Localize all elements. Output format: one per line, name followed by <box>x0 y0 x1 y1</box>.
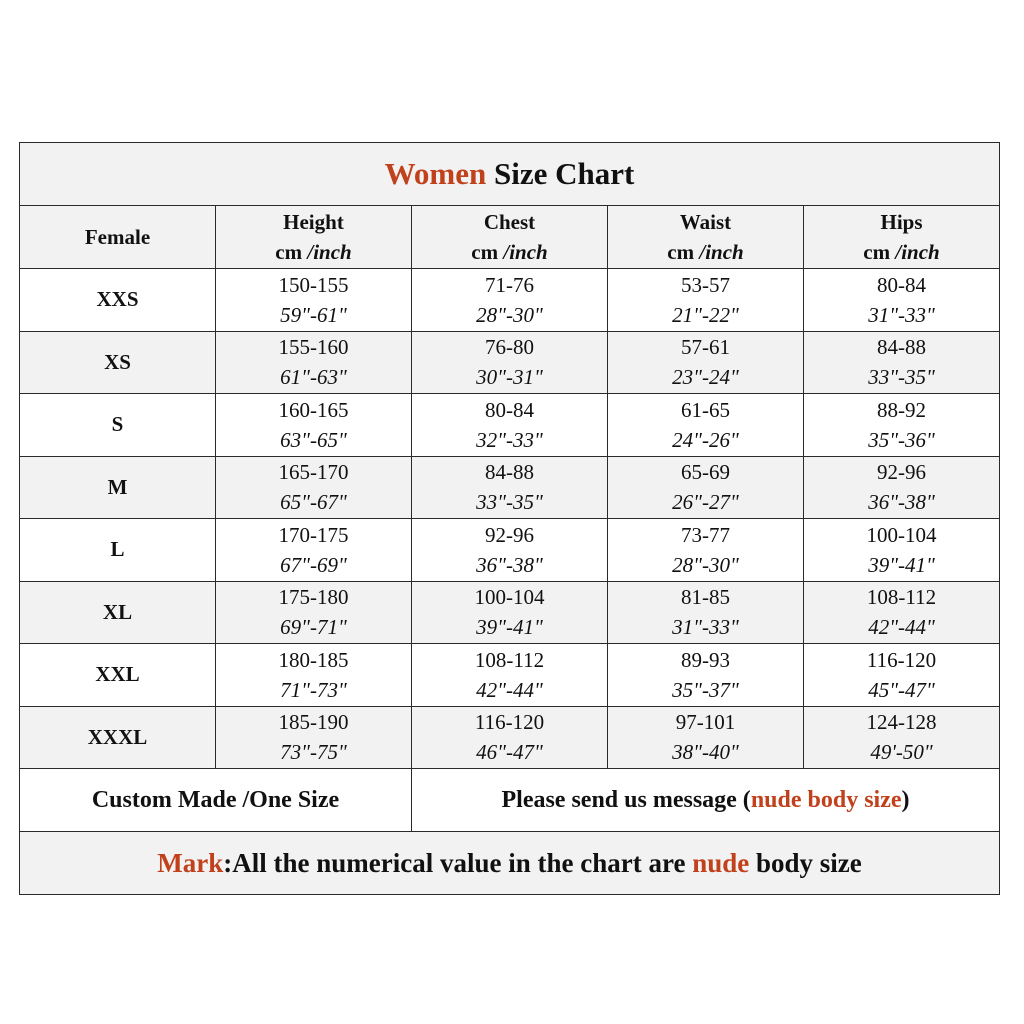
value-cm: 116-120 <box>866 647 937 672</box>
measurement-cell <box>216 456 412 519</box>
value-inch: 35"-36" <box>868 427 935 452</box>
header-row <box>20 206 1000 269</box>
value-inch: 61"-63" <box>280 365 347 390</box>
value-inch: 33"-35" <box>868 365 935 390</box>
mark-text-accent: nude <box>692 847 750 878</box>
value-cm: 92-96 <box>877 460 926 485</box>
value-cm: 57-61 <box>681 335 730 360</box>
table-row <box>20 706 1000 769</box>
value-cm: 88-92 <box>877 397 926 422</box>
chart-title-accent: Women <box>384 156 487 191</box>
measurement-cell <box>412 394 608 457</box>
measurement-cell <box>608 456 804 519</box>
size-chart-body <box>20 143 1000 895</box>
custom-row <box>20 769 1000 832</box>
title-row <box>20 143 1000 206</box>
unit-cm: cm <box>275 240 303 264</box>
header-hips-label: Hips <box>880 210 923 234</box>
header-chest <box>412 206 608 269</box>
value-cm: 76-80 <box>485 335 534 360</box>
measurement-cell <box>412 456 608 519</box>
header-height-unit <box>216 237 411 267</box>
value-inch: 49'-50" <box>870 740 933 765</box>
value-inch: 26"-27" <box>672 490 739 515</box>
header-height-label: Height <box>283 210 344 234</box>
measurement-cell <box>608 581 804 644</box>
value-cm: 71-76 <box>485 272 534 297</box>
mark-label: Mark <box>157 847 224 878</box>
value-cm: 100-104 <box>474 585 545 610</box>
value-cm: 124-128 <box>866 710 937 735</box>
value-inch: 28"-30" <box>476 302 543 327</box>
measurement-cell <box>804 269 1000 332</box>
header-chest-label: Chest <box>483 210 536 234</box>
value-cm: 180-185 <box>278 647 349 672</box>
table-row <box>20 644 1000 707</box>
chart-title <box>20 143 1000 206</box>
chart-title-rest: Size Chart <box>494 156 635 191</box>
measurement-cell <box>412 706 608 769</box>
header-chest-unit <box>412 237 607 267</box>
value-inch: 71"-73" <box>280 677 347 702</box>
header-waist-label: Waist <box>679 210 732 234</box>
unit-cm: cm <box>667 240 695 264</box>
mark-note <box>20 832 1000 895</box>
value-cm: 116-120 <box>474 710 545 735</box>
value-cm: 97-101 <box>675 710 736 735</box>
size-label: L <box>20 519 216 582</box>
value-inch: 36"-38" <box>868 490 935 515</box>
measurement-cell <box>608 644 804 707</box>
value-cm: 84-88 <box>877 335 926 360</box>
value-cm: 100-104 <box>866 522 937 547</box>
value-inch: 30"-31" <box>476 365 543 390</box>
measurement-cell <box>216 581 412 644</box>
header-waist <box>608 206 804 269</box>
measurement-cell <box>216 269 412 332</box>
measurement-cell <box>804 394 1000 457</box>
measurement-cell <box>216 331 412 394</box>
measurement-cell <box>804 581 1000 644</box>
size-chart-table <box>19 142 1000 895</box>
size-label: XXXL <box>20 706 216 769</box>
value-cm: 84-88 <box>485 460 534 485</box>
table-row <box>20 456 1000 519</box>
value-inch: 33"-35" <box>476 490 543 515</box>
value-inch: 23"-24" <box>672 365 739 390</box>
size-label: XXS <box>20 269 216 332</box>
header-height <box>216 206 412 269</box>
header-hips <box>804 206 1000 269</box>
value-cm: 89-93 <box>681 647 730 672</box>
value-inch: 45"-47" <box>868 677 935 702</box>
header-waist-unit <box>608 237 803 267</box>
unit-inch: /inch <box>699 240 744 264</box>
measurement-cell <box>412 581 608 644</box>
measurement-cell <box>804 644 1000 707</box>
measurement-cell <box>804 706 1000 769</box>
value-cm: 108-112 <box>866 585 937 610</box>
table-row <box>20 331 1000 394</box>
unit-inch: /inch <box>503 240 548 264</box>
value-inch: 28"-30" <box>672 552 739 577</box>
size-label: S <box>20 394 216 457</box>
header-female: Female <box>20 206 216 269</box>
measurement-cell <box>608 394 804 457</box>
measurement-cell <box>216 644 412 707</box>
value-cm: 61-65 <box>681 397 730 422</box>
value-cm: 160-165 <box>278 397 349 422</box>
table-row <box>20 519 1000 582</box>
value-inch: 31"-33" <box>868 302 935 327</box>
measurement-cell <box>216 519 412 582</box>
value-inch: 67"-69" <box>280 552 347 577</box>
measurement-cell <box>608 269 804 332</box>
value-inch: 32"-33" <box>476 427 543 452</box>
value-cm: 108-112 <box>474 647 545 672</box>
value-inch: 36"-38" <box>476 552 543 577</box>
value-inch: 73"-75" <box>280 740 347 765</box>
mark-row <box>20 832 1000 895</box>
custom-made-label: Custom Made /One Size <box>20 769 412 832</box>
value-inch: 69"-71" <box>280 615 347 640</box>
header-hips-unit <box>804 237 999 267</box>
value-inch: 31"-33" <box>672 615 739 640</box>
size-label: XS <box>20 331 216 394</box>
value-cm: 155-160 <box>278 335 349 360</box>
value-cm: 80-84 <box>877 272 926 297</box>
size-label: M <box>20 456 216 519</box>
measurement-cell <box>216 394 412 457</box>
value-cm: 92-96 <box>485 522 534 547</box>
value-inch: 65"-67" <box>280 490 347 515</box>
measurement-cell <box>608 706 804 769</box>
value-inch: 59"-61" <box>280 302 347 327</box>
value-inch: 63"-65" <box>280 427 347 452</box>
value-inch: 38"-40" <box>672 740 739 765</box>
value-inch: 42"-44" <box>868 615 935 640</box>
measurement-cell <box>412 519 608 582</box>
measurement-cell <box>804 456 1000 519</box>
table-row <box>20 394 1000 457</box>
custom-message-before: Please send us message ( <box>501 786 751 813</box>
measurement-cell <box>412 644 608 707</box>
value-cm: 65-69 <box>681 460 730 485</box>
unit-cm: cm <box>863 240 891 264</box>
value-cm: 175-180 <box>278 585 349 610</box>
value-cm: 80-84 <box>485 397 534 422</box>
unit-cm: cm <box>471 240 499 264</box>
mark-text-after: body size <box>749 847 862 878</box>
custom-message-after: ) <box>901 786 910 813</box>
unit-inch: /inch <box>307 240 352 264</box>
measurement-cell <box>412 331 608 394</box>
custom-message-accent: nude body size <box>750 786 902 813</box>
measurement-cell <box>804 519 1000 582</box>
value-cm: 150-155 <box>278 272 349 297</box>
custom-message <box>412 769 1000 832</box>
value-inch: 39"-41" <box>868 552 935 577</box>
value-inch: 39"-41" <box>476 615 543 640</box>
value-cm: 73-77 <box>681 522 730 547</box>
measurement-cell <box>608 331 804 394</box>
measurement-cell <box>216 706 412 769</box>
value-cm: 170-175 <box>278 522 349 547</box>
measurement-cell <box>608 519 804 582</box>
value-inch: 35"-37" <box>672 677 739 702</box>
size-label: XL <box>20 581 216 644</box>
value-inch: 21"-22" <box>672 302 739 327</box>
measurement-cell <box>804 331 1000 394</box>
table-row <box>20 269 1000 332</box>
value-cm: 81-85 <box>681 585 730 610</box>
value-inch: 46"-47" <box>476 740 543 765</box>
mark-text-before: :All the numerical value in the chart are <box>223 847 693 878</box>
value-inch: 24"-26" <box>672 427 739 452</box>
value-cm: 165-170 <box>278 460 349 485</box>
value-cm: 53-57 <box>681 272 730 297</box>
size-label: XXL <box>20 644 216 707</box>
measurement-cell <box>412 269 608 332</box>
unit-inch: /inch <box>895 240 940 264</box>
table-row <box>20 581 1000 644</box>
value-cm: 185-190 <box>278 710 349 735</box>
value-inch: 42"-44" <box>476 677 543 702</box>
